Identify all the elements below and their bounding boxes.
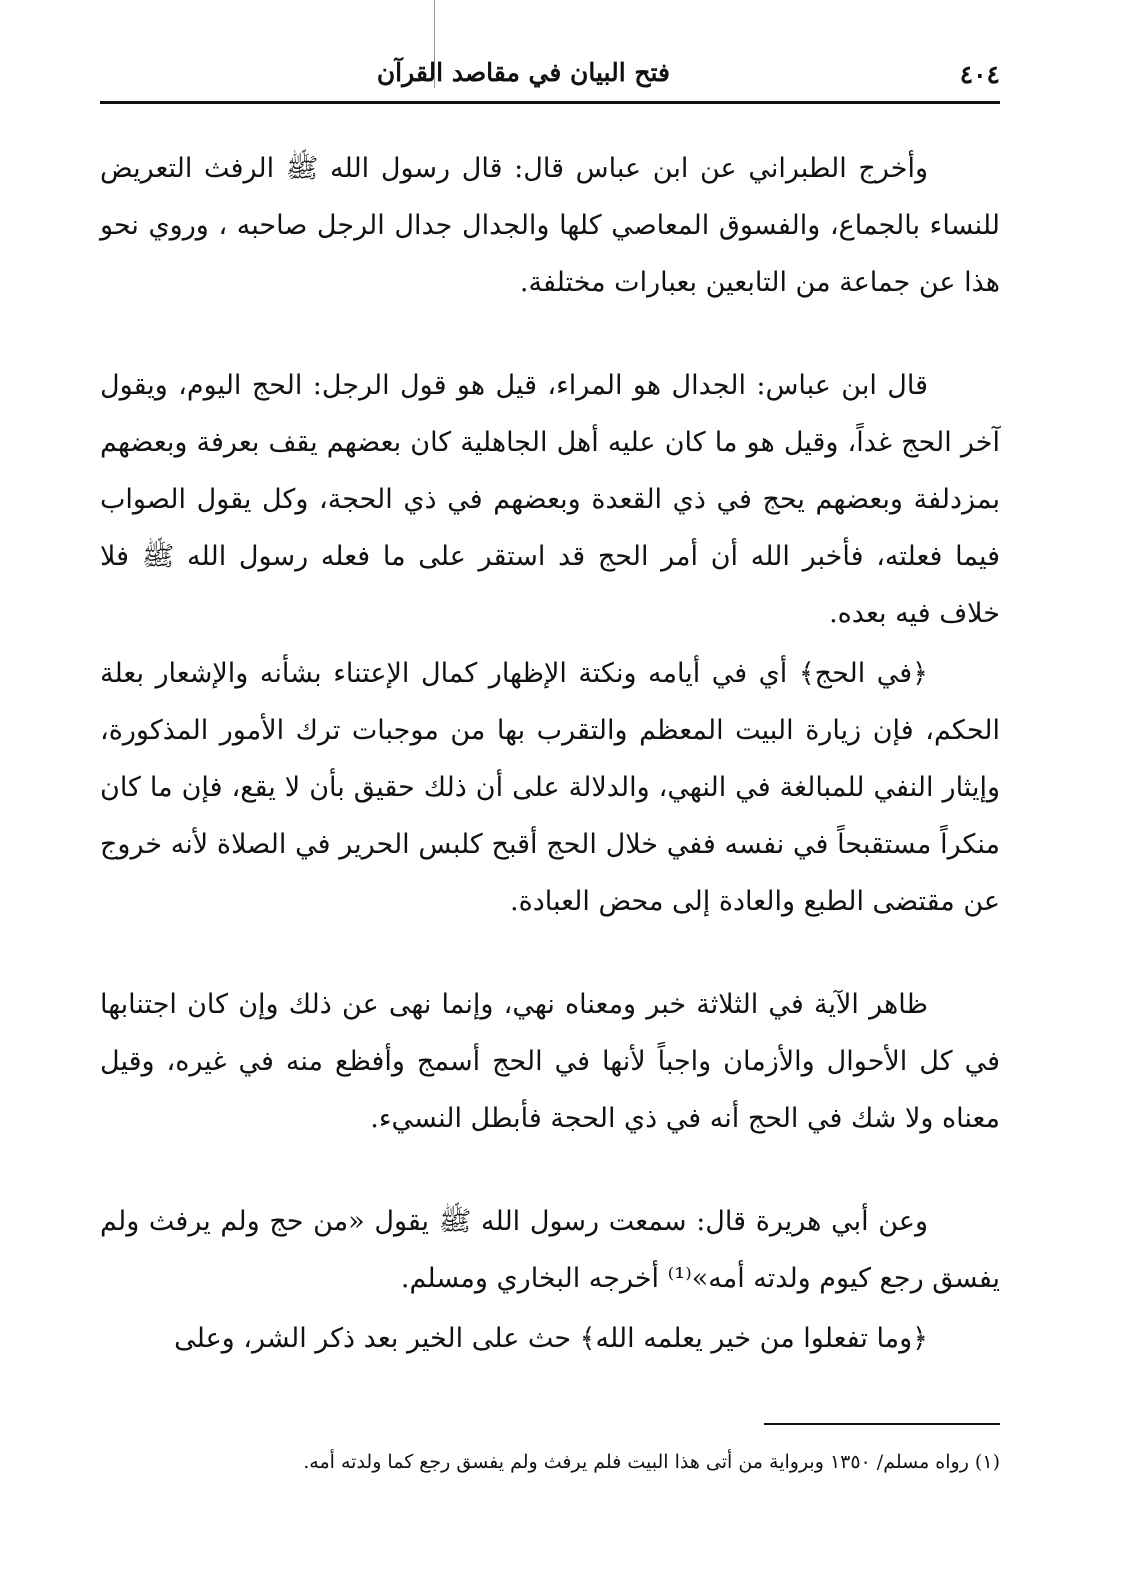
book-title: فتح البيان في مقاصد القرآن <box>376 58 670 87</box>
header-rule <box>100 101 1000 104</box>
main-text <box>100 140 1000 1367</box>
paragraph: قال ابن عباس: الجدال هو المراء، قيل هو قول الرجل: الحج اليوم، ويقول آخر الحج غداً، وقيل هو ما كان عليه أهل الجاهلية كان بعضهم يقف بعرفة وبعضهم بمزدلفة وبعضهم يحج في ذي القعدة وبعضهم في ذي الحجة، وكل يقول الصواب فيما فعلته، فأخبر الله أن أمر الحج قد استقر على ما فعله رسول الله ﷺ فلا خلاف فيه بعده. <box>100 370 1000 629</box>
paragraph: ﴿في الحج﴾ أي في أيامه ونكتة الإظهار كمال الإعتناء بشأنه والإشعار بعلة الحكم، فإن زيارة البيت المعظم والتقرب بها من موجبات ترك الأمور المذكورة، وإيثار النفي للمبالغة في النهي، والدلالة على أن ذلك حقيق بأن لا يقع، فإن ما كان منكراً مستقبحاً في نفسه ففي خلال الحج أقبح كلبس الحرير في الصلاة لأنه خروج عن مقتضى الطبع والعادة إلى محض العبادة. <box>100 658 1000 917</box>
paragraph: ﴿وما تفعلوا من خير يعلمه الله﴾ حث على الخير بعد ذكر الشر، وعلى <box>174 1323 928 1354</box>
page-number: ٤٠٤ <box>959 60 1000 89</box>
footnote-rule <box>764 1423 1000 1425</box>
paragraph: وعن أبي هريرة قال: سمعت رسول الله ﷺ يقول «من حج ولم يرفث ولم يفسق رجع كيوم ولدته أمه»⁽¹⁾ أخرجه البخاري ومسلم. <box>100 1206 1000 1294</box>
paragraph: ظاهر الآية في الثلاثة خبر ومعناه نهي، وإنما نهى عن ذلك وإن كان اجتنابها في كل الأحوال والأزمان واجباً لأنها في الحج أسمج وأفظع منه في غيره، وقيل معناه ولا شك في الحج أنه في ذي الحجة فأبطل النسيء. <box>100 989 1000 1134</box>
footnote: (١) رواه مسلم/ ١٣٥٠ وبرواية من أتى هذا البيت فلم يرفث ولم يفسق رجع كما ولدته أمه. <box>303 1451 1000 1473</box>
paragraph: وأخرج الطبراني عن ابن عباس قال: قال رسول الله ﷺ الرفث التعريض للنساء بالجماع، والفسوق المعاصي كلها والجدال جدال الرجل صاحبه ، وروي نحو هذا عن جماعة من التابعين بعبارات مختلفة. <box>100 153 1000 298</box>
running-header <box>100 56 1000 106</box>
